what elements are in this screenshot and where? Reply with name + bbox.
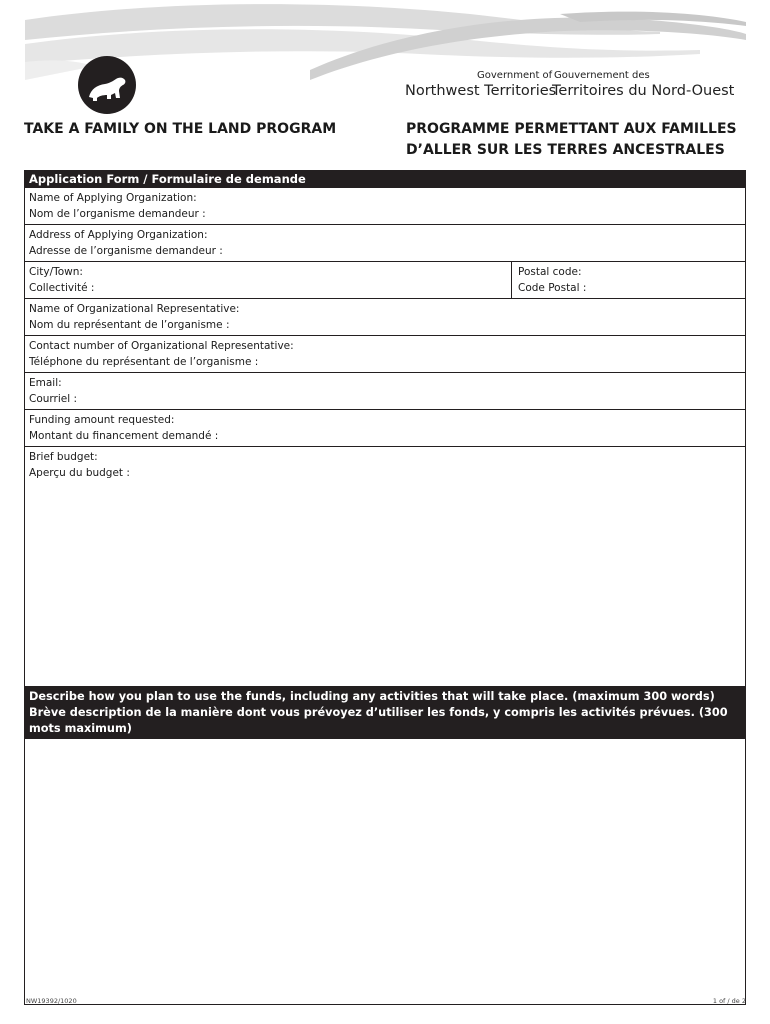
city-label-en: City/Town: (29, 266, 83, 278)
email-field[interactable] (24, 373, 746, 410)
application-form (24, 170, 746, 687)
org-name-label-en: Name of Applying Organization: (29, 192, 197, 204)
polar-bear-logo-icon (77, 55, 137, 115)
describe-funds-textarea[interactable] (24, 739, 746, 1005)
rep-name-label-fr: Nom du représentant de l’organisme : (29, 319, 230, 331)
postal-label-fr: Code Postal : (518, 282, 587, 294)
postal-label-en: Postal code: (518, 266, 582, 278)
gov-en-big: Northwest Territories (405, 83, 557, 99)
title-english: TAKE A FAMILY ON THE LAND PROGRAM (24, 121, 337, 137)
describe-funds-label-fr: Brève description de la manière dont vous prévoyez d’utiliser les fonds, y compris les activités prévues. (300 mots maximum) (29, 706, 728, 735)
budget-label-fr: Aperçu du budget : (29, 467, 130, 479)
email-label-en: Email: (29, 377, 62, 389)
page-number: 1 of / de 2 (712, 997, 746, 1005)
postal-code-field[interactable] (512, 262, 745, 298)
gov-wordmark-fr (552, 70, 734, 100)
gov-wordmark-en (405, 70, 556, 100)
title-french (406, 119, 756, 161)
org-address-field[interactable] (24, 225, 746, 262)
form-number: NW19392/1020 (26, 997, 77, 1005)
describe-funds-label-en: Describe how you plan to use the funds, including any activities that will take place. (maximum 300 words) (29, 690, 715, 703)
application-form-header: Application Form / Formulaire de demande (24, 170, 746, 188)
funding-label-fr: Montant du financement demandé : (29, 430, 219, 442)
rep-name-field[interactable] (24, 299, 746, 336)
rep-name-label-en: Name of Organizational Representative: (29, 303, 240, 315)
funding-label-en: Funding amount requested: (29, 414, 175, 426)
email-label-fr: Courriel : (29, 393, 78, 405)
rep-contact-label-fr: Téléphone du représentant de l’organisme : (29, 356, 259, 368)
budget-label-en: Brief budget: (29, 451, 98, 463)
describe-funds-section (24, 687, 746, 1005)
rep-contact-field[interactable] (24, 336, 746, 373)
org-address-label-fr: Adresse de l’organisme demandeur : (29, 245, 223, 257)
describe-funds-header (24, 687, 746, 739)
org-name-label-fr: Nom de l’organisme demandeur : (29, 208, 206, 220)
brief-budget-field[interactable] (24, 447, 746, 687)
funding-amount-field[interactable] (24, 410, 746, 447)
org-address-label-en: Address of Applying Organization: (29, 229, 208, 241)
gov-en-small: Government of (477, 70, 553, 81)
title-french-line2: D’ALLER SUR LES TERRES ANCESTRALES (406, 142, 725, 158)
title-french-line1: PROGRAMME PERMETTANT AUX FAMILLES (406, 121, 737, 137)
gov-fr-big: Territoires du Nord-Ouest (552, 83, 735, 99)
gov-fr-small: Gouvernement des (554, 70, 650, 81)
city-label-fr: Collectivité : (29, 282, 95, 294)
rep-contact-label-en: Contact number of Organizational Representative: (29, 340, 294, 352)
org-name-field[interactable] (24, 188, 746, 225)
city-postal-row (24, 262, 746, 299)
city-field[interactable] (25, 262, 512, 298)
